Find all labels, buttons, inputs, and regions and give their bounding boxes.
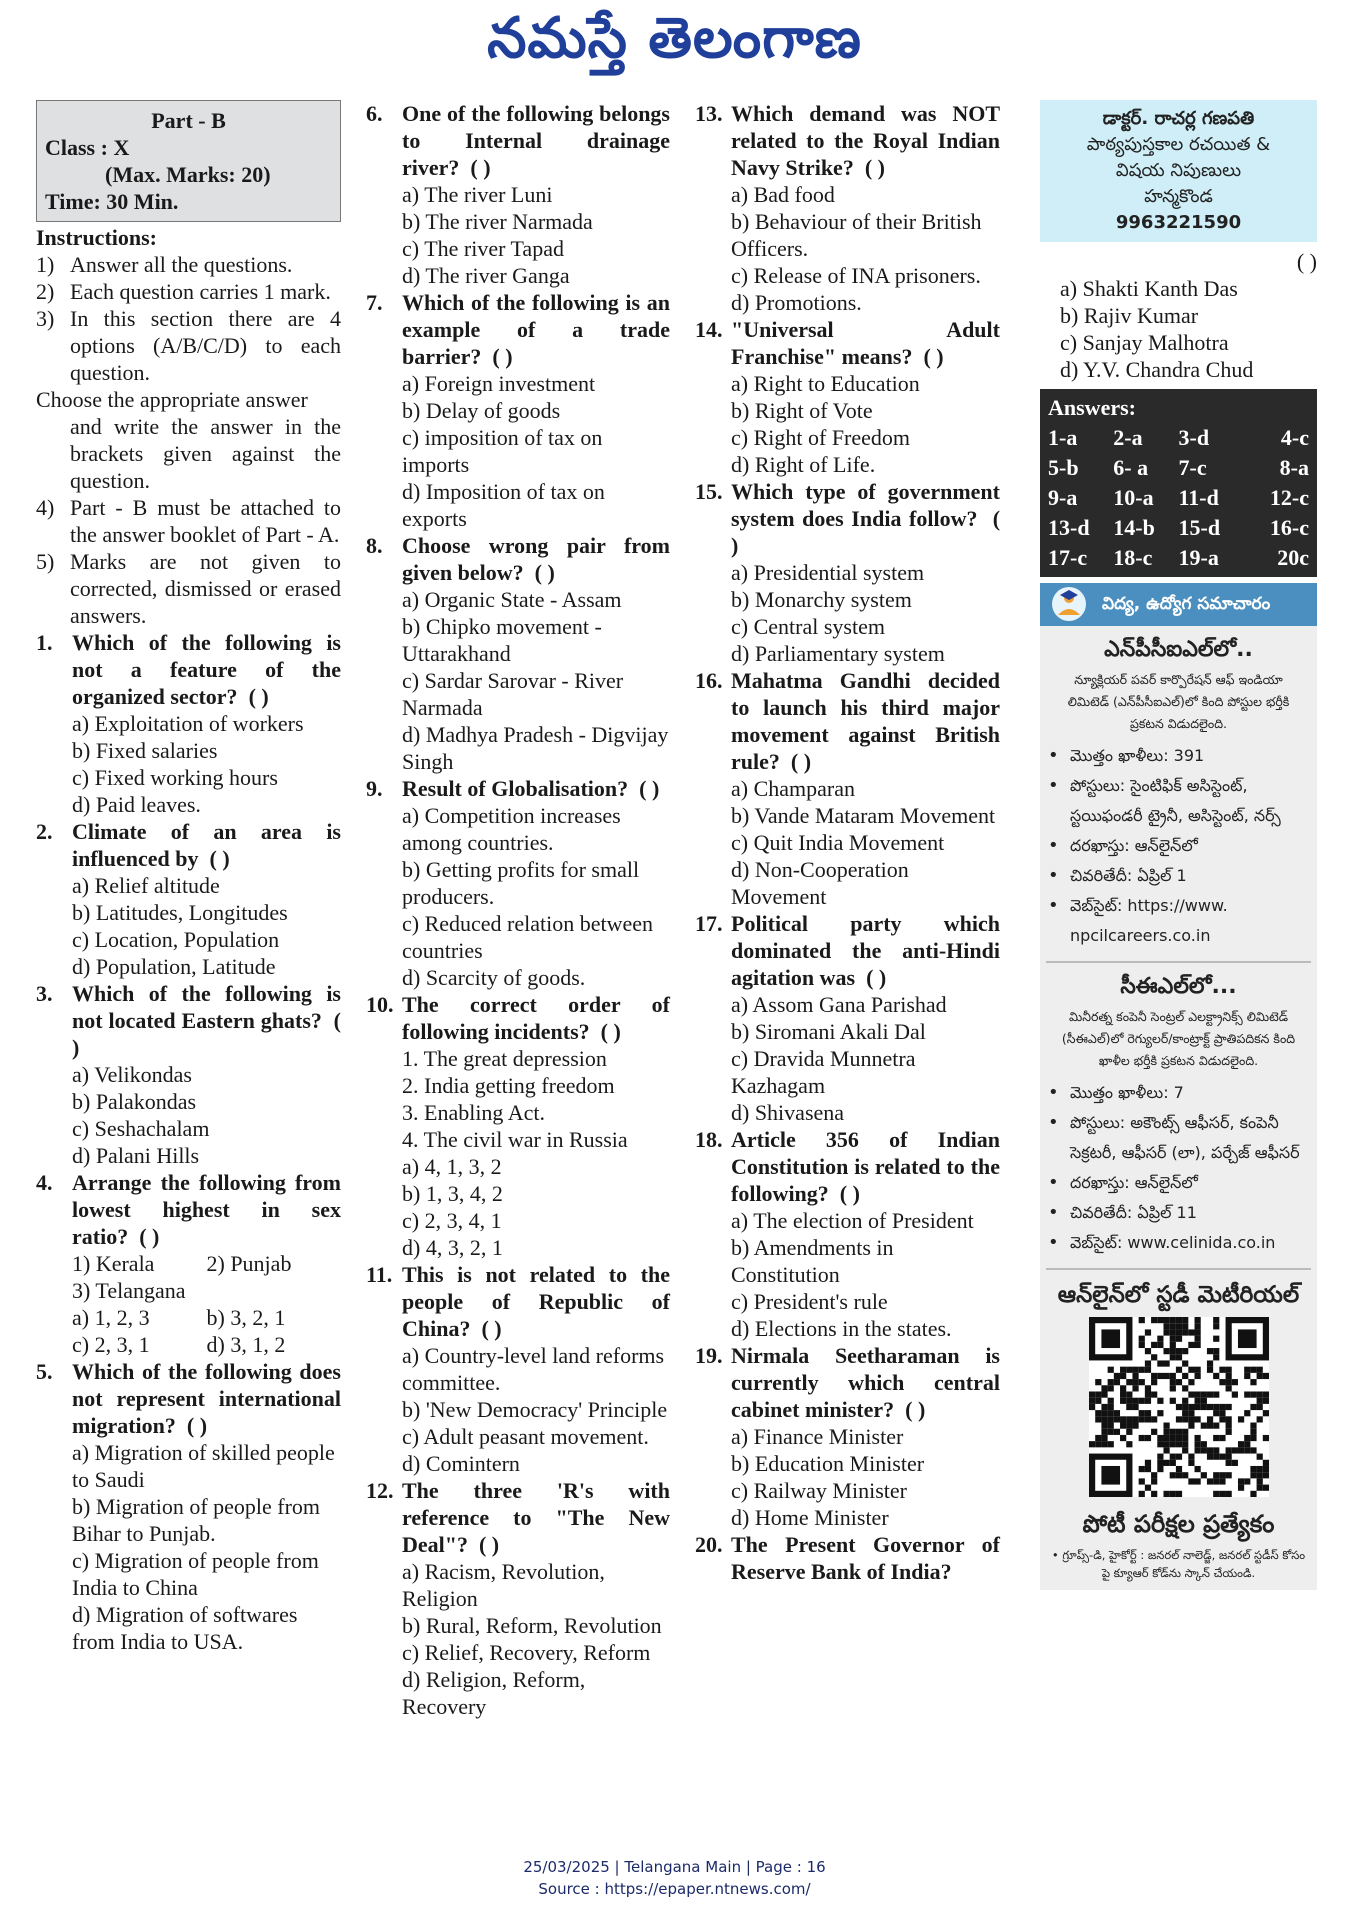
item: 4. The civil war in Russia bbox=[402, 1127, 628, 1152]
part-box bbox=[36, 100, 341, 222]
question-number: 19. bbox=[695, 1343, 723, 1368]
option: b) Amendments in Constitution bbox=[731, 1235, 894, 1287]
option: d) Madhya Pradesh - Digvijay Singh bbox=[402, 722, 669, 774]
option: d) Shivasena bbox=[731, 1100, 845, 1125]
question-text: The correct order of following incidents? ( ) bbox=[402, 992, 670, 1044]
option: a) Foreign investment bbox=[402, 371, 596, 396]
option: d) Y.V. Chandra Chud bbox=[1060, 357, 1254, 382]
column-4 bbox=[1040, 100, 1317, 1590]
instruction-item: 1) Answer all the questions. bbox=[36, 252, 293, 277]
option: c) Adult peasant movement. bbox=[402, 1424, 649, 1449]
question-stem bbox=[695, 1342, 1000, 1423]
options bbox=[36, 1061, 341, 1169]
question-number: 13. bbox=[695, 101, 723, 126]
options bbox=[695, 559, 1000, 667]
answers-box bbox=[1040, 389, 1317, 577]
option: b) Fixed salaries bbox=[72, 738, 218, 763]
question-stem bbox=[366, 100, 670, 181]
question-text: Which of the following is an example of a trade barrier? ( ) bbox=[402, 290, 670, 369]
max-marks: (Max. Marks: 20) bbox=[105, 162, 271, 187]
masthead-title: నమస్తే తెలంగాణ bbox=[487, 6, 862, 71]
answer-bracket[interactable]: ( ) bbox=[534, 560, 555, 585]
option: b) Education Minister bbox=[731, 1451, 925, 1476]
ad1-list bbox=[1040, 741, 1317, 951]
question-number: 12. bbox=[366, 1478, 394, 1503]
author-role: పాఠ్యపుస్తకాల రచయిత & bbox=[1086, 134, 1271, 155]
option: c) 2, 3, 1 bbox=[72, 1332, 150, 1357]
author-phone: 9963221590 bbox=[1115, 212, 1242, 233]
question-stem bbox=[366, 289, 670, 370]
question-6 bbox=[366, 100, 670, 289]
option: a) Right to Education bbox=[731, 371, 920, 396]
question-text: Arrange the following from lowest highest in sex ratio? ( ) bbox=[72, 1170, 341, 1249]
ad-list-item: • చివరితేదీ: ఏప్రిల్ 1 bbox=[1048, 865, 1187, 886]
question-13 bbox=[695, 100, 1000, 316]
question-stem bbox=[366, 775, 670, 802]
option: a) Racism, Revolution, Religion bbox=[402, 1559, 605, 1611]
answer-bracket[interactable]: ( ) bbox=[209, 846, 230, 871]
option: b) The river Narmada bbox=[402, 209, 593, 234]
question-text: This is not related to the people of Republic of China? ( ) bbox=[402, 1262, 670, 1341]
answer-item: 11-d bbox=[1178, 485, 1219, 510]
question-text: "Universal Adult Franchise" means? ( ) bbox=[731, 317, 1000, 369]
ad-list-item[interactable]: • వెబ్‌సైట్: www.celinida.co.in bbox=[1048, 1232, 1276, 1253]
question-4 bbox=[36, 1169, 341, 1358]
column-3 bbox=[695, 100, 1000, 1585]
answer-bracket[interactable]: ( ) bbox=[731, 506, 1001, 558]
item: 1) Kerala bbox=[72, 1251, 155, 1276]
question-stem bbox=[695, 100, 1000, 181]
question-text: Mahatma Gandhi decided to launch his third major movement against British rule? ( ) bbox=[731, 668, 1000, 774]
class-line: Class : X bbox=[45, 135, 130, 160]
option: d) Palani Hills bbox=[72, 1143, 200, 1168]
question-5 bbox=[36, 1358, 341, 1655]
question-text: Which type of government system does India follow? ( ) bbox=[731, 479, 1001, 558]
option: d) Elections in the states. bbox=[731, 1316, 952, 1341]
divider bbox=[1046, 961, 1311, 963]
answer-item: 10-a bbox=[1113, 485, 1154, 510]
question-16 bbox=[695, 667, 1000, 910]
ad-list-item[interactable]: • వెబ్‌సైట్: https://www. npcilcareers.co.in bbox=[1048, 895, 1228, 945]
answer-item: 1-a bbox=[1048, 425, 1078, 450]
option: b) Vande Mataram Movement bbox=[731, 803, 996, 828]
qr-code-icon[interactable] bbox=[1089, 1317, 1269, 1497]
options bbox=[366, 1342, 670, 1477]
question-number: 10. bbox=[366, 992, 394, 1017]
answer-bracket[interactable]: ( ) bbox=[923, 344, 944, 369]
question-stem bbox=[366, 1261, 670, 1342]
answer-item: 19-a bbox=[1178, 545, 1219, 570]
answer-bracket[interactable]: ( ) bbox=[790, 749, 812, 774]
option: c) Reduced relation between countries bbox=[402, 911, 654, 963]
options bbox=[36, 872, 341, 980]
option: b) Behaviour of their British Officers. bbox=[731, 209, 982, 261]
answer-item: 14-b bbox=[1113, 515, 1155, 540]
question-number: 8. bbox=[366, 533, 383, 558]
question-number: 4. bbox=[36, 1170, 53, 1195]
answer-bracket[interactable]: ( ) bbox=[839, 1181, 860, 1206]
answer-item: 18-c bbox=[1113, 545, 1153, 570]
question-text: Result of Globalisation? ( ) bbox=[402, 776, 660, 801]
ad-list-item: • పోస్టులు: సైంటిఫిక్ అసిస్టెంట్, స్టయిఫండరీ ట్రైనీ, అసిస్టెంట్, నర్స్ bbox=[1048, 775, 1281, 825]
option: c) Fixed working hours bbox=[72, 765, 278, 790]
question-number: 2. bbox=[36, 819, 53, 844]
answer-bracket[interactable]: ( ) bbox=[492, 344, 513, 369]
option: b) 3, 2, 1 bbox=[206, 1305, 286, 1330]
option: a) The election of President bbox=[731, 1208, 974, 1233]
option: a) Champaran bbox=[731, 776, 855, 801]
jobs-panel bbox=[1040, 583, 1317, 1590]
author-box bbox=[1040, 100, 1317, 242]
question-text: Climate of an area is influenced by ( ) bbox=[72, 819, 341, 871]
option: a) Presidential system bbox=[731, 560, 925, 585]
ad-list-item: • పోస్టులు: అకౌంట్స్ ఆఫీసర్, కంపెనీ సెక్రటరీ, ఆఫీసర్ (లా), పర్చేజ్ ఆఫీసర్ bbox=[1048, 1112, 1300, 1162]
option: a) 1, 2, 3 bbox=[72, 1305, 150, 1330]
answer-item: 4-c bbox=[1280, 425, 1309, 450]
option: c) Railway Minister bbox=[731, 1478, 907, 1503]
option: d) The river Ganga bbox=[402, 263, 570, 288]
question-stem bbox=[695, 316, 1000, 370]
answer-item: 17-c bbox=[1048, 545, 1088, 570]
answer-item: 13-d bbox=[1048, 515, 1090, 540]
option: d) Scarcity of goods. bbox=[402, 965, 586, 990]
question-number: 16. bbox=[695, 668, 723, 693]
question-9 bbox=[366, 775, 670, 991]
question-18 bbox=[695, 1126, 1000, 1342]
jobs-banner-text: విద్య, ఉద్యోగ సమాచారం bbox=[1102, 594, 1271, 614]
answer-item: 20c bbox=[1277, 545, 1309, 570]
question-text: The Present Governor of Reserve Bank of India? bbox=[731, 1532, 1000, 1584]
question-number: 11. bbox=[366, 1262, 393, 1287]
option: a) Velikondas bbox=[72, 1062, 192, 1087]
option: c) Migration of people from India to China bbox=[72, 1548, 319, 1600]
question-number: 7. bbox=[366, 290, 383, 315]
question-number: 3. bbox=[36, 981, 53, 1006]
option: b) Delay of goods bbox=[402, 398, 561, 423]
question-text: Which demand was NOT related to the Royal Indian Navy Strike? ( ) bbox=[731, 101, 1000, 180]
page-footer bbox=[0, 1856, 1349, 1900]
answer-bracket[interactable]: ( ) bbox=[72, 1008, 341, 1060]
option: d) Migration of softwares from India to USA. bbox=[72, 1602, 298, 1654]
ad1-title: ఎన్‌పీసీఐఎల్‌లో.. bbox=[1104, 637, 1253, 662]
answer-item: 3-d bbox=[1178, 425, 1210, 450]
options bbox=[695, 1207, 1000, 1342]
option: d) Comintern bbox=[402, 1451, 520, 1476]
option: d) Religion, Reform, Recovery bbox=[402, 1667, 586, 1719]
option: c) Seshachalam bbox=[72, 1116, 210, 1141]
instruction-item: 3) In this section there are 4 options (A/B/C/D) to each question. bbox=[36, 306, 341, 385]
option: b) Chipko movement - Uttarakhand bbox=[402, 614, 602, 666]
options bbox=[366, 181, 670, 289]
option: a) The river Luni bbox=[402, 182, 553, 207]
question-stem bbox=[36, 629, 341, 710]
question-number: 9. bbox=[366, 776, 383, 801]
question-2 bbox=[36, 818, 341, 980]
option: a) Country-level land reforms committee. bbox=[402, 1343, 665, 1395]
item: 2) Punjab bbox=[206, 1251, 292, 1276]
options bbox=[695, 370, 1000, 478]
question-stem bbox=[695, 667, 1000, 775]
option: b) Rajiv Kumar bbox=[1060, 303, 1199, 328]
answer-bracket[interactable]: ( ) bbox=[639, 776, 660, 801]
option: c) Relief, Recovery, Reform bbox=[402, 1640, 651, 1665]
options bbox=[695, 775, 1000, 910]
question-stem bbox=[36, 1358, 341, 1439]
options bbox=[366, 586, 670, 775]
options bbox=[36, 1439, 341, 1655]
footer-source-link[interactable]: Source : https://epaper.ntnews.com/ bbox=[538, 1880, 811, 1898]
time-line: Time: 30 Min. bbox=[45, 189, 179, 214]
answer-item: 9-a bbox=[1048, 485, 1078, 510]
options bbox=[36, 1250, 341, 1358]
answer-bracket[interactable]: ( ) bbox=[864, 155, 885, 180]
answer-item: 8-a bbox=[1279, 455, 1309, 480]
instruction-choose: Choose the appropriate answer and write the answer in the brackets given against the question. bbox=[36, 387, 341, 493]
question-15 bbox=[695, 478, 1000, 667]
question-stem bbox=[366, 1477, 670, 1558]
instruction-item: 4) Part - B must be attached to the answer booklet of Part - A. bbox=[36, 495, 341, 547]
question-7 bbox=[366, 289, 670, 532]
options bbox=[695, 1423, 1000, 1531]
instruction-item: 2) Each question carries 1 mark. bbox=[36, 279, 331, 304]
option: c) President's rule bbox=[731, 1289, 888, 1314]
question-text: Nirmala Seetharaman is currently which central cabinet minister? ( ) bbox=[731, 1343, 1000, 1422]
author-name: డాక్టర్. రాచర్ల గణపతి bbox=[1102, 108, 1255, 129]
answer-item: 6- a bbox=[1113, 455, 1149, 480]
option: b) Latitudes, Longitudes bbox=[72, 900, 288, 925]
option: c) Right of Freedom bbox=[731, 425, 911, 450]
option: d) Right of Life. bbox=[731, 452, 876, 477]
question-stem bbox=[695, 910, 1000, 991]
question-number: 18. bbox=[695, 1127, 723, 1152]
author-place: హన్మకొండ bbox=[1144, 186, 1213, 207]
answer-bracket[interactable]: ( ) bbox=[905, 1397, 926, 1422]
question-text: Which of the following is not located Eastern ghats? ( ) bbox=[72, 981, 341, 1060]
options bbox=[366, 1045, 670, 1261]
answers-heading: Answers: bbox=[1048, 395, 1136, 420]
divider bbox=[1046, 1268, 1311, 1270]
answers-grid bbox=[1048, 423, 1309, 573]
option: c) Sardar Sarovar - River Narmada bbox=[402, 668, 624, 720]
question-text: The three 'R's with reference to "The New Deal"? ( ) bbox=[402, 1478, 670, 1557]
qr-note: • గ్రూప్స్-డి, హైకోర్ట్ : జనరల్ నాలెడ్జ్, జనరల్ స్టడీస్ కోసం పై క్యూఆర్ కోడ్‌ను స్కాన్ చేయండి. bbox=[1051, 1548, 1306, 1580]
options bbox=[366, 1558, 670, 1720]
option: b) Rural, Reform, Revolution bbox=[402, 1613, 662, 1638]
part-label: Part - B bbox=[151, 108, 226, 133]
question-number: 20. bbox=[695, 1532, 723, 1557]
option: a) Bad food bbox=[731, 182, 835, 207]
option: c) 2, 3, 4, 1 bbox=[402, 1208, 502, 1233]
author-role: విషయ నిపుణులు bbox=[1115, 160, 1242, 181]
option: b) Palakondas bbox=[72, 1089, 197, 1114]
option: b) Getting profits for small producers. bbox=[402, 857, 640, 909]
answer-bracket[interactable]: ( ) bbox=[866, 965, 887, 990]
options bbox=[36, 710, 341, 818]
item: 3. Enabling Act. bbox=[402, 1100, 545, 1125]
ad-list-item: • మొత్తం ఖాళీలు: 7 bbox=[1048, 1082, 1184, 1103]
option: d) Imposition of tax on exports bbox=[402, 479, 605, 531]
ad-list-item: • చివరితేదీ: ఏప్రిల్ 11 bbox=[1048, 1202, 1197, 1223]
answer-item: 7-c bbox=[1178, 455, 1207, 480]
item: 2. India getting freedom bbox=[402, 1073, 615, 1098]
question-19 bbox=[695, 1342, 1000, 1531]
question-stem bbox=[36, 818, 341, 872]
options bbox=[366, 802, 670, 991]
option: c) Release of INA prisoners. bbox=[731, 263, 981, 288]
answer-bracket[interactable]: ( ) bbox=[600, 1019, 621, 1044]
ad-list-item: • దరఖాస్తు: ఆన్‌లైన్‌లో bbox=[1048, 1172, 1198, 1193]
answer-item: 5-b bbox=[1048, 455, 1079, 480]
option: d) Promotions. bbox=[731, 290, 862, 315]
q20-bracket: ( ) bbox=[1296, 249, 1317, 274]
option: a) Shakti Kanth Das bbox=[1060, 276, 1238, 301]
jobs-banner bbox=[1040, 583, 1317, 626]
ad2-list bbox=[1040, 1078, 1317, 1258]
answer-item: 15-d bbox=[1178, 515, 1221, 540]
footer-date-line: 25/03/2025 | Telangana Main | Page : 16 bbox=[523, 1858, 826, 1876]
ad-list-item: • దరఖాస్తు: ఆన్‌లైన్‌లో bbox=[1048, 835, 1198, 856]
option: b) 1, 3, 4, 2 bbox=[402, 1181, 503, 1206]
question-17 bbox=[695, 910, 1000, 1126]
option: a) Competition increases among countries. bbox=[402, 803, 621, 855]
option: a) Organic State - Assam bbox=[402, 587, 622, 612]
option: a) Migration of skilled people to Saudi bbox=[72, 1440, 335, 1492]
graduate-logo-icon bbox=[1046, 585, 1092, 623]
option: c) Location, Population bbox=[72, 927, 280, 952]
question-number: 15. bbox=[695, 479, 723, 504]
question-12 bbox=[366, 1477, 670, 1720]
question-stem bbox=[366, 991, 670, 1045]
option: c) imposition of tax on imports bbox=[402, 425, 603, 477]
question-10 bbox=[366, 991, 670, 1261]
question-text: Article 356 of Indian Constitution is related to the following? ( ) bbox=[731, 1127, 1000, 1206]
option: c) Dravida Munnetra Kazhagam bbox=[731, 1046, 916, 1098]
option: d) Population, Latitude bbox=[72, 954, 276, 979]
option: c) Central system bbox=[731, 614, 885, 639]
option: a) Relief altitude bbox=[72, 873, 220, 898]
instructions-heading: Instructions: bbox=[36, 225, 158, 250]
qr-footer: పోటీ పరీక్షల ప్రత్యేకం bbox=[1082, 1510, 1275, 1538]
question-text: Which of the following is not a feature of the organized sector? ( ) bbox=[72, 630, 341, 709]
question-number: 6. bbox=[366, 101, 383, 126]
answer-bracket[interactable]: ( ) bbox=[470, 155, 491, 180]
ad2-desc: మినీరత్న కంపెనీ సెంట్రల్ ఎలక్ట్రానిక్స్ లిమిటెడ్ (సీఈఎల్)లో రెగ్యులర్/కాంట్రాక్ట్ ప్రాతిపదికన కింది ఖాళీల భర్తీకి ప్రకటన విడుదలైంది. bbox=[1061, 1009, 1296, 1068]
answer-bracket[interactable]: ( ) bbox=[186, 1413, 208, 1438]
qr-title: ఆన్‌లైన్‌లో స్టడీ మెటీరియల్ bbox=[1057, 1282, 1300, 1308]
option: b) Monarchy system bbox=[731, 587, 912, 612]
question-stem bbox=[695, 478, 1000, 559]
option: a) 4, 1, 3, 2 bbox=[402, 1154, 502, 1179]
question-stem bbox=[36, 1169, 341, 1250]
options bbox=[366, 370, 670, 532]
question-11 bbox=[366, 1261, 670, 1477]
option: b) 'New Democracy' Principle bbox=[402, 1397, 668, 1422]
options bbox=[695, 991, 1000, 1126]
option: a) Assom Gana Parishad bbox=[731, 992, 947, 1017]
question-stem bbox=[366, 532, 670, 586]
item: 3) Telangana bbox=[72, 1278, 186, 1303]
column-1 bbox=[36, 100, 341, 1655]
option: a) Finance Minister bbox=[731, 1424, 904, 1449]
option: b) Migration of people from Bihar to Punjab. bbox=[72, 1494, 321, 1546]
question-stem bbox=[695, 1531, 1000, 1585]
option: d) Paid leaves. bbox=[72, 792, 201, 817]
option: b) Siromani Akali Dal bbox=[731, 1019, 926, 1044]
option: a) Exploitation of workers bbox=[72, 711, 304, 736]
item: 1. The great depression bbox=[402, 1046, 607, 1071]
answer-bracket[interactable]: ( ) bbox=[248, 684, 269, 709]
answer-item: 12-c bbox=[1269, 485, 1309, 510]
question-text: Choose wrong pair from given below? ( ) bbox=[402, 533, 670, 585]
option: d) 3, 1, 2 bbox=[206, 1332, 286, 1357]
answer-bracket[interactable]: ( ) bbox=[139, 1224, 160, 1249]
instruction-item: 5) Marks are not given to corrected, dismissed or erased answers. bbox=[36, 549, 341, 628]
ad1-desc: న్యూక్లియర్ పవర్ కార్పొరేషన్ ఆఫ్ ఇండియా లిమిటెడ్ (ఎన్‌పీసీఐఎల్)లో కింది పోస్టుల భర్తీకి ప్రకటన విడుదలైంది. bbox=[1067, 672, 1290, 731]
question-3 bbox=[36, 980, 341, 1169]
question-text: One of the following belongs to Internal drainage river? ( ) bbox=[402, 101, 670, 180]
ad-list-item: • మొత్తం ఖాళీలు: 391 bbox=[1048, 745, 1205, 766]
answer-bracket[interactable]: ( ) bbox=[481, 1316, 502, 1341]
option: c) Quit India Movement bbox=[731, 830, 945, 855]
question-14 bbox=[695, 316, 1000, 478]
question-number: 17. bbox=[695, 911, 723, 936]
question-text: Which of the following does not represent international migration? ( ) bbox=[72, 1359, 341, 1438]
question-number: 1. bbox=[36, 630, 53, 655]
answer-bracket[interactable]: ( ) bbox=[478, 1532, 500, 1557]
answer-item: 2-a bbox=[1113, 425, 1143, 450]
option: d) Home Minister bbox=[731, 1505, 889, 1530]
question-1 bbox=[36, 629, 341, 818]
option: d) Non-Cooperation Movement bbox=[731, 857, 909, 909]
column-2 bbox=[366, 100, 670, 1720]
question-8 bbox=[366, 532, 670, 775]
ad2-title: సీఈఎల్‌లో... bbox=[1120, 974, 1237, 999]
options bbox=[695, 181, 1000, 316]
option: d) Parliamentary system bbox=[731, 641, 945, 666]
answer-item: 16-c bbox=[1269, 515, 1309, 540]
option: c) The river Tapad bbox=[402, 236, 564, 261]
question-text: Political party which dominated the anti-Hindi agitation was ( ) bbox=[731, 911, 1000, 990]
question-stem bbox=[36, 980, 341, 1061]
question-20 bbox=[695, 1531, 1000, 1585]
question-stem bbox=[695, 1126, 1000, 1207]
option: b) Right of Vote bbox=[731, 398, 873, 423]
question-number: 14. bbox=[695, 317, 723, 342]
option: d) 4, 3, 2, 1 bbox=[402, 1235, 503, 1260]
option: c) Sanjay Malhotra bbox=[1060, 330, 1229, 355]
q20-options bbox=[1040, 275, 1317, 383]
question-number: 5. bbox=[36, 1359, 53, 1384]
